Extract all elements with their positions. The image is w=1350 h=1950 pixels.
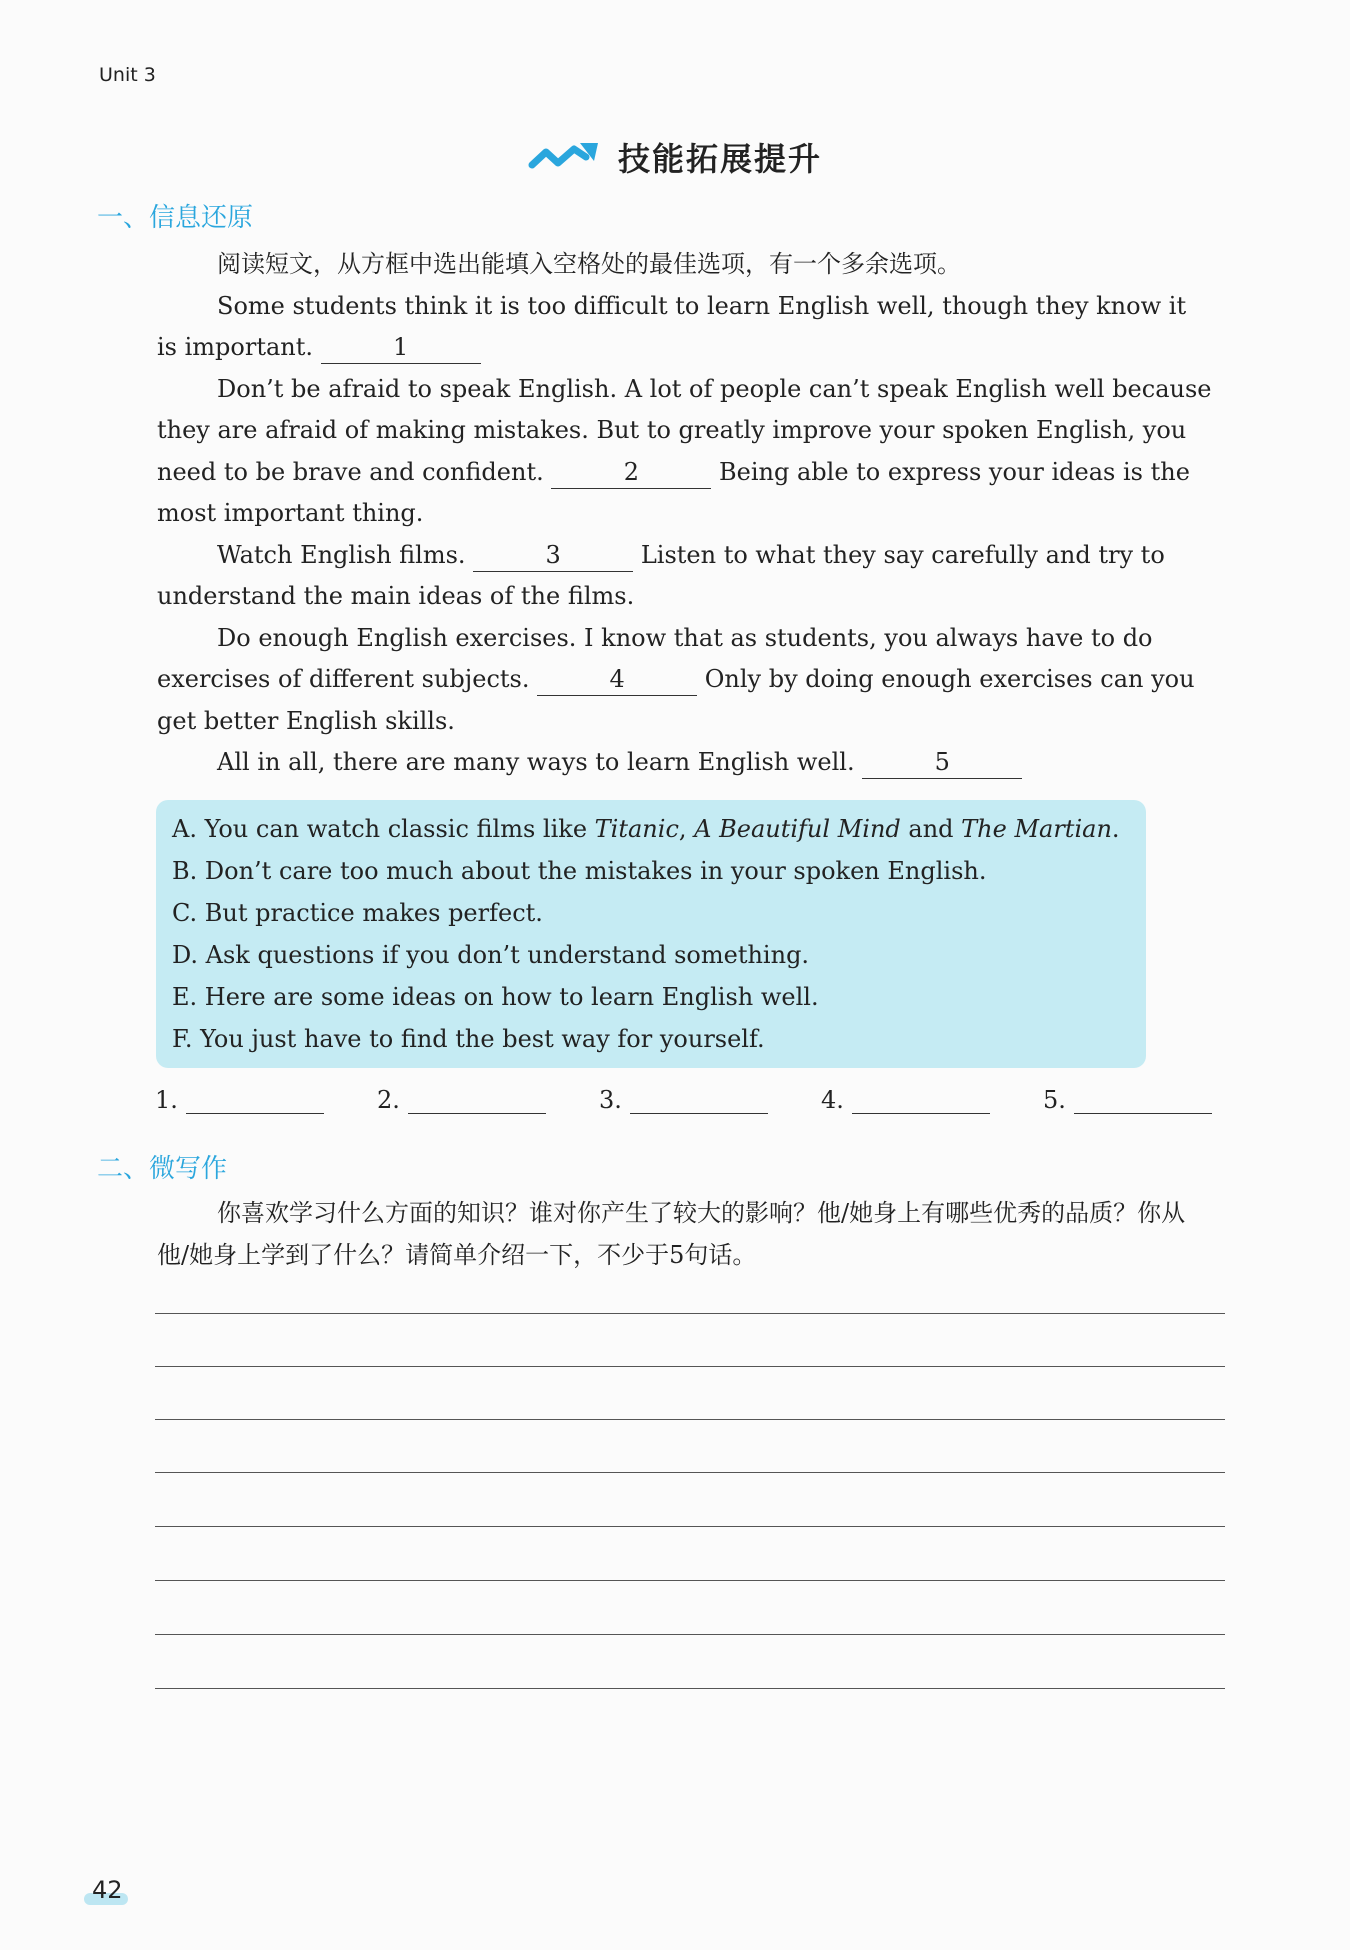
film-title: A Beautiful Mind [694,815,901,843]
passage-paragraph-4 [157,618,1212,743]
answer-line[interactable] [852,1083,990,1114]
answer-line[interactable] [186,1083,324,1114]
writing-prompt [157,1193,1212,1276]
passage-text: Watch English films. [217,540,466,569]
option-a [172,808,1132,850]
passage-paragraph-5 [157,742,1212,784]
film-title: The Martian [961,815,1112,843]
passage-paragraph-3 [157,535,1212,618]
option-a-end: . [1111,815,1120,843]
section2-heading: 二、微写作 [97,1154,228,1184]
trend-arrow-icon [528,141,600,173]
page-number: 42 [92,1876,123,1904]
blank-2[interactable]: 2 [551,456,711,489]
answer-slot-2[interactable] [377,1083,546,1114]
passage-paragraph-1 [157,286,1212,369]
reading-passage [157,244,1212,784]
instruction-text: 阅读短文，从方框中选出能填入空格处的最佳选项，有一个多余选项。 [217,250,961,278]
answer-line[interactable] [408,1083,546,1114]
answer-label: 5. [1043,1086,1066,1114]
writing-line[interactable] [155,1313,1225,1314]
option-f: F. You just have to find the best way for yourself. [172,1025,765,1053]
answer-label: 2. [377,1086,400,1114]
passage-paragraph-2 [157,369,1212,535]
passage-text: Don’t be afraid to speak English. A lot of people can’t speak English well because they are afraid of making mistakes. But to greatly improve your spoken English, you need to be brave and confident. [157,374,1212,486]
blank-4[interactable]: 4 [537,663,697,696]
writing-line[interactable] [155,1472,1225,1473]
film-title: Titanic [594,815,679,843]
answer-slot-1[interactable] [155,1083,324,1114]
options-list [172,808,1132,1060]
answer-line[interactable] [1074,1083,1212,1114]
passage-text: All in all, there are many ways to learn English well. [217,748,855,776]
writing-line[interactable] [155,1419,1225,1420]
passage-text: Some students think it is too difficult to learn English well, though they know it is important. [157,291,1187,361]
option-c: C. But practice makes perfect. [172,899,543,927]
writing-line[interactable] [155,1526,1225,1527]
writing-line[interactable] [155,1366,1225,1367]
option-e: E. Here are some ideas on how to learn English well. [172,983,819,1011]
passage-text: Being able to express your ideas is the most important thing. [157,457,1190,527]
section1-heading: 一、信息还原 [97,203,254,233]
passage-text: Listen to what they say carefully and try to understand the main ideas of the films. [157,540,1165,610]
page-title: 技能拓展提升 [617,140,822,178]
blank-3[interactable]: 3 [473,539,633,572]
writing-line[interactable] [155,1634,1225,1635]
answer-row [155,1083,1215,1123]
answer-slot-4[interactable] [821,1083,990,1114]
option-a-separator: , [678,815,695,843]
blank-1[interactable]: 1 [321,331,481,364]
answer-label: 1. [155,1086,178,1114]
writing-line[interactable] [155,1688,1225,1689]
writing-line[interactable] [155,1580,1225,1581]
answer-line[interactable] [630,1083,768,1114]
answer-slot-3[interactable] [599,1083,768,1114]
blank-5[interactable]: 5 [862,746,1022,779]
option-a-text: A. You can watch classic films like [172,815,595,843]
writing-prompt-text: 你喜欢学习什么方面的知识？谁对你产生了较大的影响？他/她身上有哪些优秀的品质？你从他/她身上学到了什么？请简单介绍一下，不少于5句话。 [157,1199,1186,1269]
option-b: B. Don’t care too much about the mistakes in your spoken English. [172,857,987,885]
answer-slot-5[interactable] [1043,1083,1212,1114]
answer-label: 3. [599,1086,622,1114]
option-a-separator: and [900,815,962,843]
section-title [0,134,1350,180]
passage-text: Only by doing enough exercises can you get better English skills. [157,665,1195,735]
passage-text: Do enough English exercises. I know that as students, you always have to do exercises of different subjects. [157,623,1153,693]
answer-label: 4. [821,1086,844,1114]
option-d: D. Ask questions if you don’t understand something. [172,941,810,969]
unit-label: Unit 3 [99,64,156,86]
